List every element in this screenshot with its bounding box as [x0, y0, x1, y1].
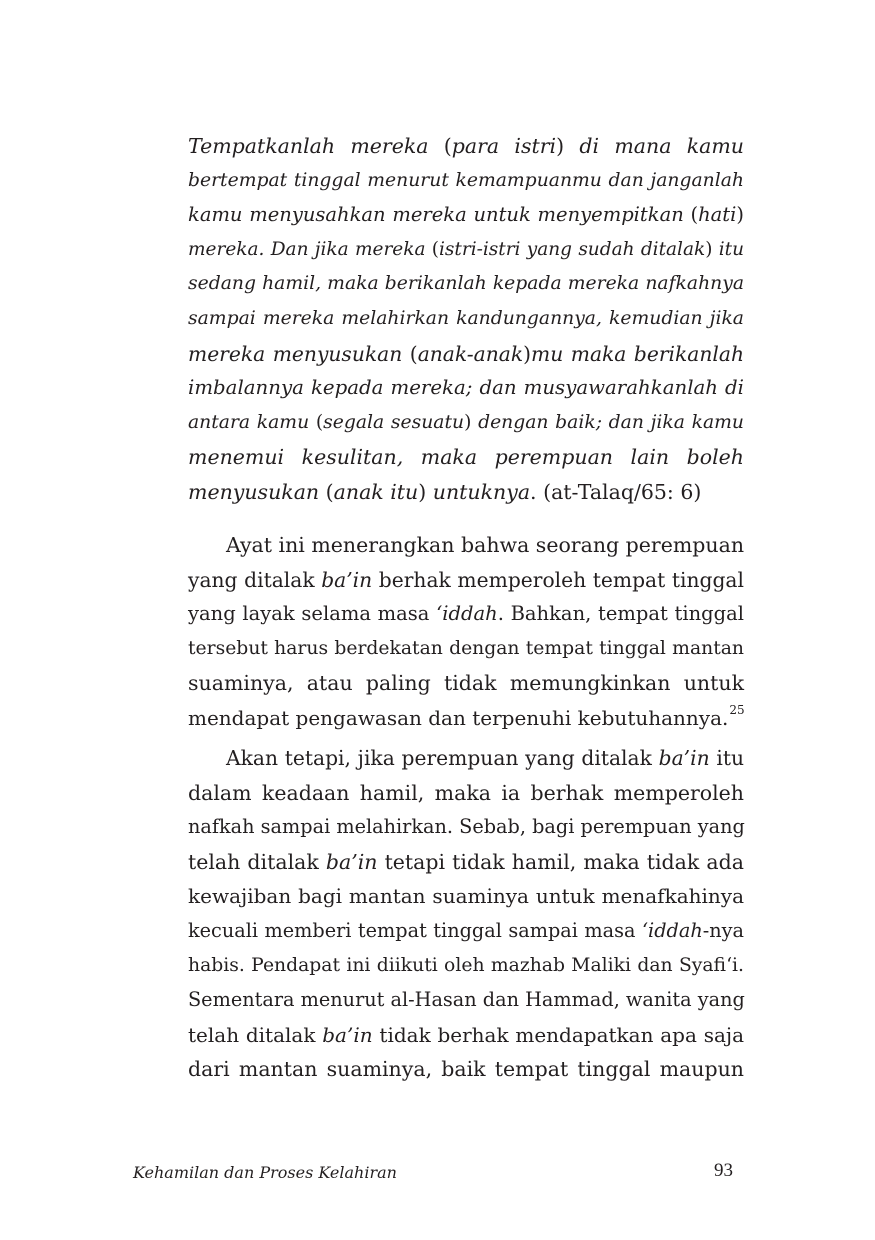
body-text: tetapi tidak hamil, maka tidak ada	[377, 849, 744, 874]
body-text: berhak memperoleh tempat tinggal	[372, 567, 744, 592]
paren-close: )	[736, 203, 744, 227]
paren-open: (	[443, 134, 452, 158]
paragraph-line: suaminya, atau paling tidak memungkinkan untuk	[188, 671, 744, 696]
quote-text: menyusukan	[188, 479, 326, 504]
quote-text: dengan baik; dan jika kamu	[471, 411, 744, 433]
quote-line	[188, 198, 744, 233]
italic-term: ba’in	[322, 1022, 373, 1047]
body-paragraph-1	[188, 528, 744, 736]
quote-line: imbalannya kepada mereka; dan musyawarahkanlah di	[188, 376, 744, 400]
body-text: itu	[709, 746, 745, 770]
italic-term: ‘iddah	[641, 918, 703, 942]
quote-text: antara kamu	[188, 411, 316, 433]
paragraph-line	[188, 1018, 744, 1053]
italic-term: ba’in	[658, 746, 710, 770]
quote-text: mereka menyusukan	[188, 341, 410, 366]
body-text: kecuali memberi tempat tinggal sampai masa	[188, 918, 642, 942]
quote-line: sampai mereka melahirkan kandungannya, kemudian jika	[188, 307, 744, 329]
quote-insertion: hati	[698, 203, 737, 227]
paragraph-line	[188, 741, 744, 776]
running-footer-title: Kehamilan dan Proses Kelahiran	[133, 1163, 397, 1182]
paragraph-line: tersebut harus berdekatan dengan tempat tinggal mantan	[188, 637, 744, 659]
italic-term: ba’in	[321, 567, 373, 592]
quote-text: mu maka berikanlah	[531, 341, 744, 366]
body-text: Akan tetapi, jika perempuan yang ditalak	[226, 746, 659, 770]
paragraph-line: nafkah sampai melahirkan. Sebab, bagi perempuan yang	[188, 815, 745, 839]
quote-text: itu	[712, 238, 744, 260]
paragraph-line	[188, 845, 744, 880]
paragraph-line: dari mantan suaminya, baik tempat tinggal maupun	[188, 1057, 744, 1082]
quote-text: di mana kamu	[564, 134, 744, 158]
paragraph-line: dalam keadaan hamil, maka ia berhak memperoleh	[188, 780, 744, 805]
body-text: -nya	[702, 918, 744, 942]
paren-close: )	[705, 238, 713, 260]
body-text: . Bahkan, tempat tinggal	[497, 602, 745, 626]
paren-open: (	[315, 411, 324, 433]
body-text: yang layak selama masa	[188, 602, 437, 626]
quote-line: menemui kesulitan, maka perempuan lain boleh	[188, 445, 744, 470]
quote-text: Tempatkanlah mereka	[188, 134, 444, 158]
body-paragraph-2	[188, 741, 744, 1087]
quran-translation-quote	[188, 129, 744, 510]
paren-open: (	[325, 479, 334, 504]
quote-insertion: anak-anak	[417, 341, 524, 366]
paren-open: (	[431, 238, 440, 260]
quote-line	[188, 406, 744, 441]
paragraph-line: Ayat ini menerangkan bahwa seorang perempuan	[226, 533, 745, 557]
body-text: telah ditalak	[188, 849, 326, 874]
quote-insertion: segala sesuatu	[323, 411, 465, 433]
paragraph-line	[188, 597, 744, 632]
quote-line: sedang hamil, maka berikanlah kepada mereka nafkahnya	[188, 273, 744, 295]
body-text: yang ditalak	[188, 567, 322, 592]
quote-citation: . (at-Talaq/65: 6)	[530, 479, 702, 504]
quote-text: mereka. Dan jika mereka	[188, 238, 432, 260]
paragraph-line	[188, 563, 744, 598]
paragraph-line: habis. Pendapat ini diikuti oleh mazhab Maliki dan Syafi‘i.	[188, 954, 744, 976]
paren-open: (	[690, 203, 699, 227]
quote-line	[188, 233, 744, 268]
quote-insertion: para istri	[451, 134, 557, 158]
page-number: 93	[714, 1160, 733, 1181]
paren-close: )	[523, 341, 531, 366]
quote-insertion: istri-istri yang sudah ditalak	[439, 238, 706, 260]
quote-line	[188, 337, 744, 372]
italic-term: ‘iddah	[436, 602, 498, 626]
paren-open: (	[409, 341, 418, 366]
paren-close: )	[464, 411, 472, 433]
body-text: telah ditalak	[188, 1022, 323, 1047]
body-text: tidak berhak mendapatkan apa saja	[372, 1022, 745, 1047]
quote-text: kamu menyusahkan mereka untuk menyempitkan	[188, 203, 691, 227]
footnote-marker[interactable]: 25	[729, 702, 745, 717]
body-text: mendapat pengawasan dan terpenuhi kebutuhannya.	[188, 705, 729, 730]
quote-insertion: anak itu	[333, 479, 419, 504]
paragraph-line	[188, 701, 744, 736]
quote-line: bertempat tinggal menurut kemampuanmu dan janganlah	[188, 169, 744, 191]
paren-close: )	[418, 479, 427, 504]
quote-line	[188, 129, 744, 164]
quote-text: untuknya	[426, 479, 531, 504]
italic-term: ba’in	[325, 849, 378, 874]
quote-line	[188, 475, 744, 510]
paragraph-line: kewajiban bagi mantan suaminya untuk menafkahinya	[188, 884, 744, 909]
paren-close: )	[556, 134, 565, 158]
paragraph-line: Sementara menurut al-Hasan dan Hammad, wanita yang	[188, 988, 745, 1012]
paragraph-line	[188, 914, 744, 949]
